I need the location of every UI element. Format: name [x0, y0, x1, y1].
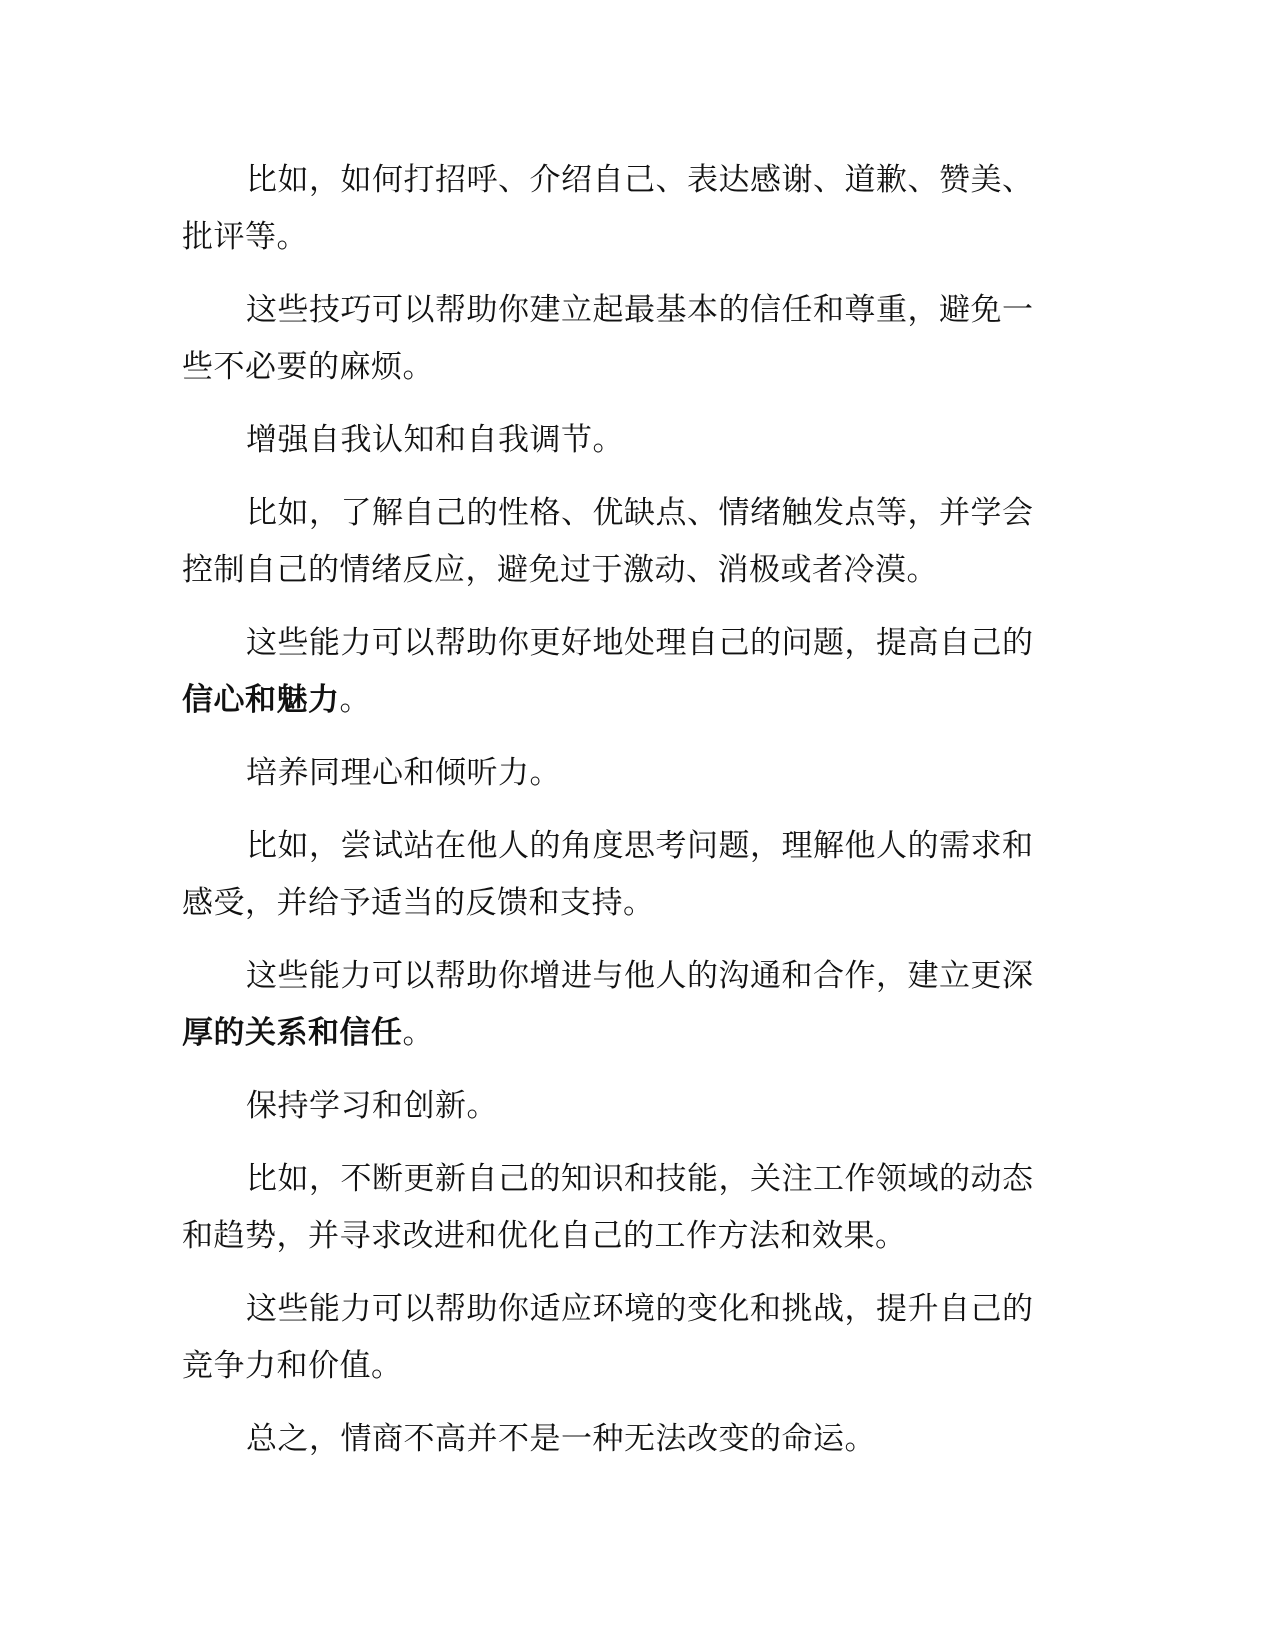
paragraph-line: 总之，情商不高并不是一种无法改变的命运。 — [246, 1421, 876, 1457]
paragraph-line — [182, 1005, 1072, 1062]
paragraph — [182, 1151, 1072, 1265]
paragraph — [182, 1281, 1072, 1395]
paragraph-line — [182, 672, 1072, 729]
paragraph-line: 竞争力和价值。 — [182, 1348, 403, 1384]
paragraph — [182, 485, 1072, 599]
paragraph-line: 比如，尝试站在他人的角度思考问题，理解他人的需求和 — [246, 828, 1034, 864]
paragraph-line: 批评等。 — [182, 219, 308, 255]
paragraph-line: 这些能力可以帮助你适应环境的变化和挑战，提升自己的 — [246, 1291, 1034, 1327]
punctuation: 。 — [339, 682, 371, 718]
paragraph-line: 增强自我认知和自我调节。 — [246, 422, 624, 458]
paragraph-line: 比如，了解自己的性格、优缺点、情绪触发点等，并学会 — [246, 495, 1034, 531]
paragraph — [182, 282, 1072, 396]
conclusion-paragraph — [182, 1411, 1072, 1468]
paragraph-line: 这些能力可以帮助你更好地处理自己的问题，提高自己的 — [246, 625, 1034, 661]
document-body — [182, 152, 1072, 1484]
bold-text: 厚的关系和信任 — [182, 1015, 403, 1051]
paragraph-line: 这些技巧可以帮助你建立起最基本的信任和尊重，避免一 — [246, 292, 1034, 328]
paragraph-line: 比如，不断更新自己的知识和技能，关注工作领域的动态 — [246, 1161, 1034, 1197]
paragraph-line: 些不必要的麻烦。 — [182, 349, 434, 385]
paragraph — [182, 152, 1072, 266]
paragraph — [182, 818, 1072, 932]
paragraph-line: 培养同理心和倾听力。 — [246, 755, 561, 791]
paragraph-line: 保持学习和创新。 — [246, 1088, 498, 1124]
section-heading — [182, 412, 1072, 469]
paragraph-line: 比如，如何打招呼、介绍自己、表达感谢、道歉、赞美、 — [246, 162, 1034, 198]
bold-text: 信心和魅力 — [182, 682, 340, 718]
section-heading — [182, 745, 1072, 802]
paragraph-line: 感受，并给予适当的反馈和支持。 — [182, 885, 655, 921]
paragraph-line: 和趋势，并寻求改进和优化自己的工作方法和效果。 — [182, 1218, 907, 1254]
section-heading — [182, 1078, 1072, 1135]
paragraph-line: 控制自己的情绪反应，避免过于激动、消极或者冷漠。 — [182, 552, 938, 588]
punctuation: 。 — [402, 1015, 434, 1051]
paragraph-line: 这些能力可以帮助你增进与他人的沟通和合作，建立更深 — [246, 958, 1034, 994]
paragraph — [182, 948, 1072, 1062]
paragraph — [182, 615, 1072, 729]
